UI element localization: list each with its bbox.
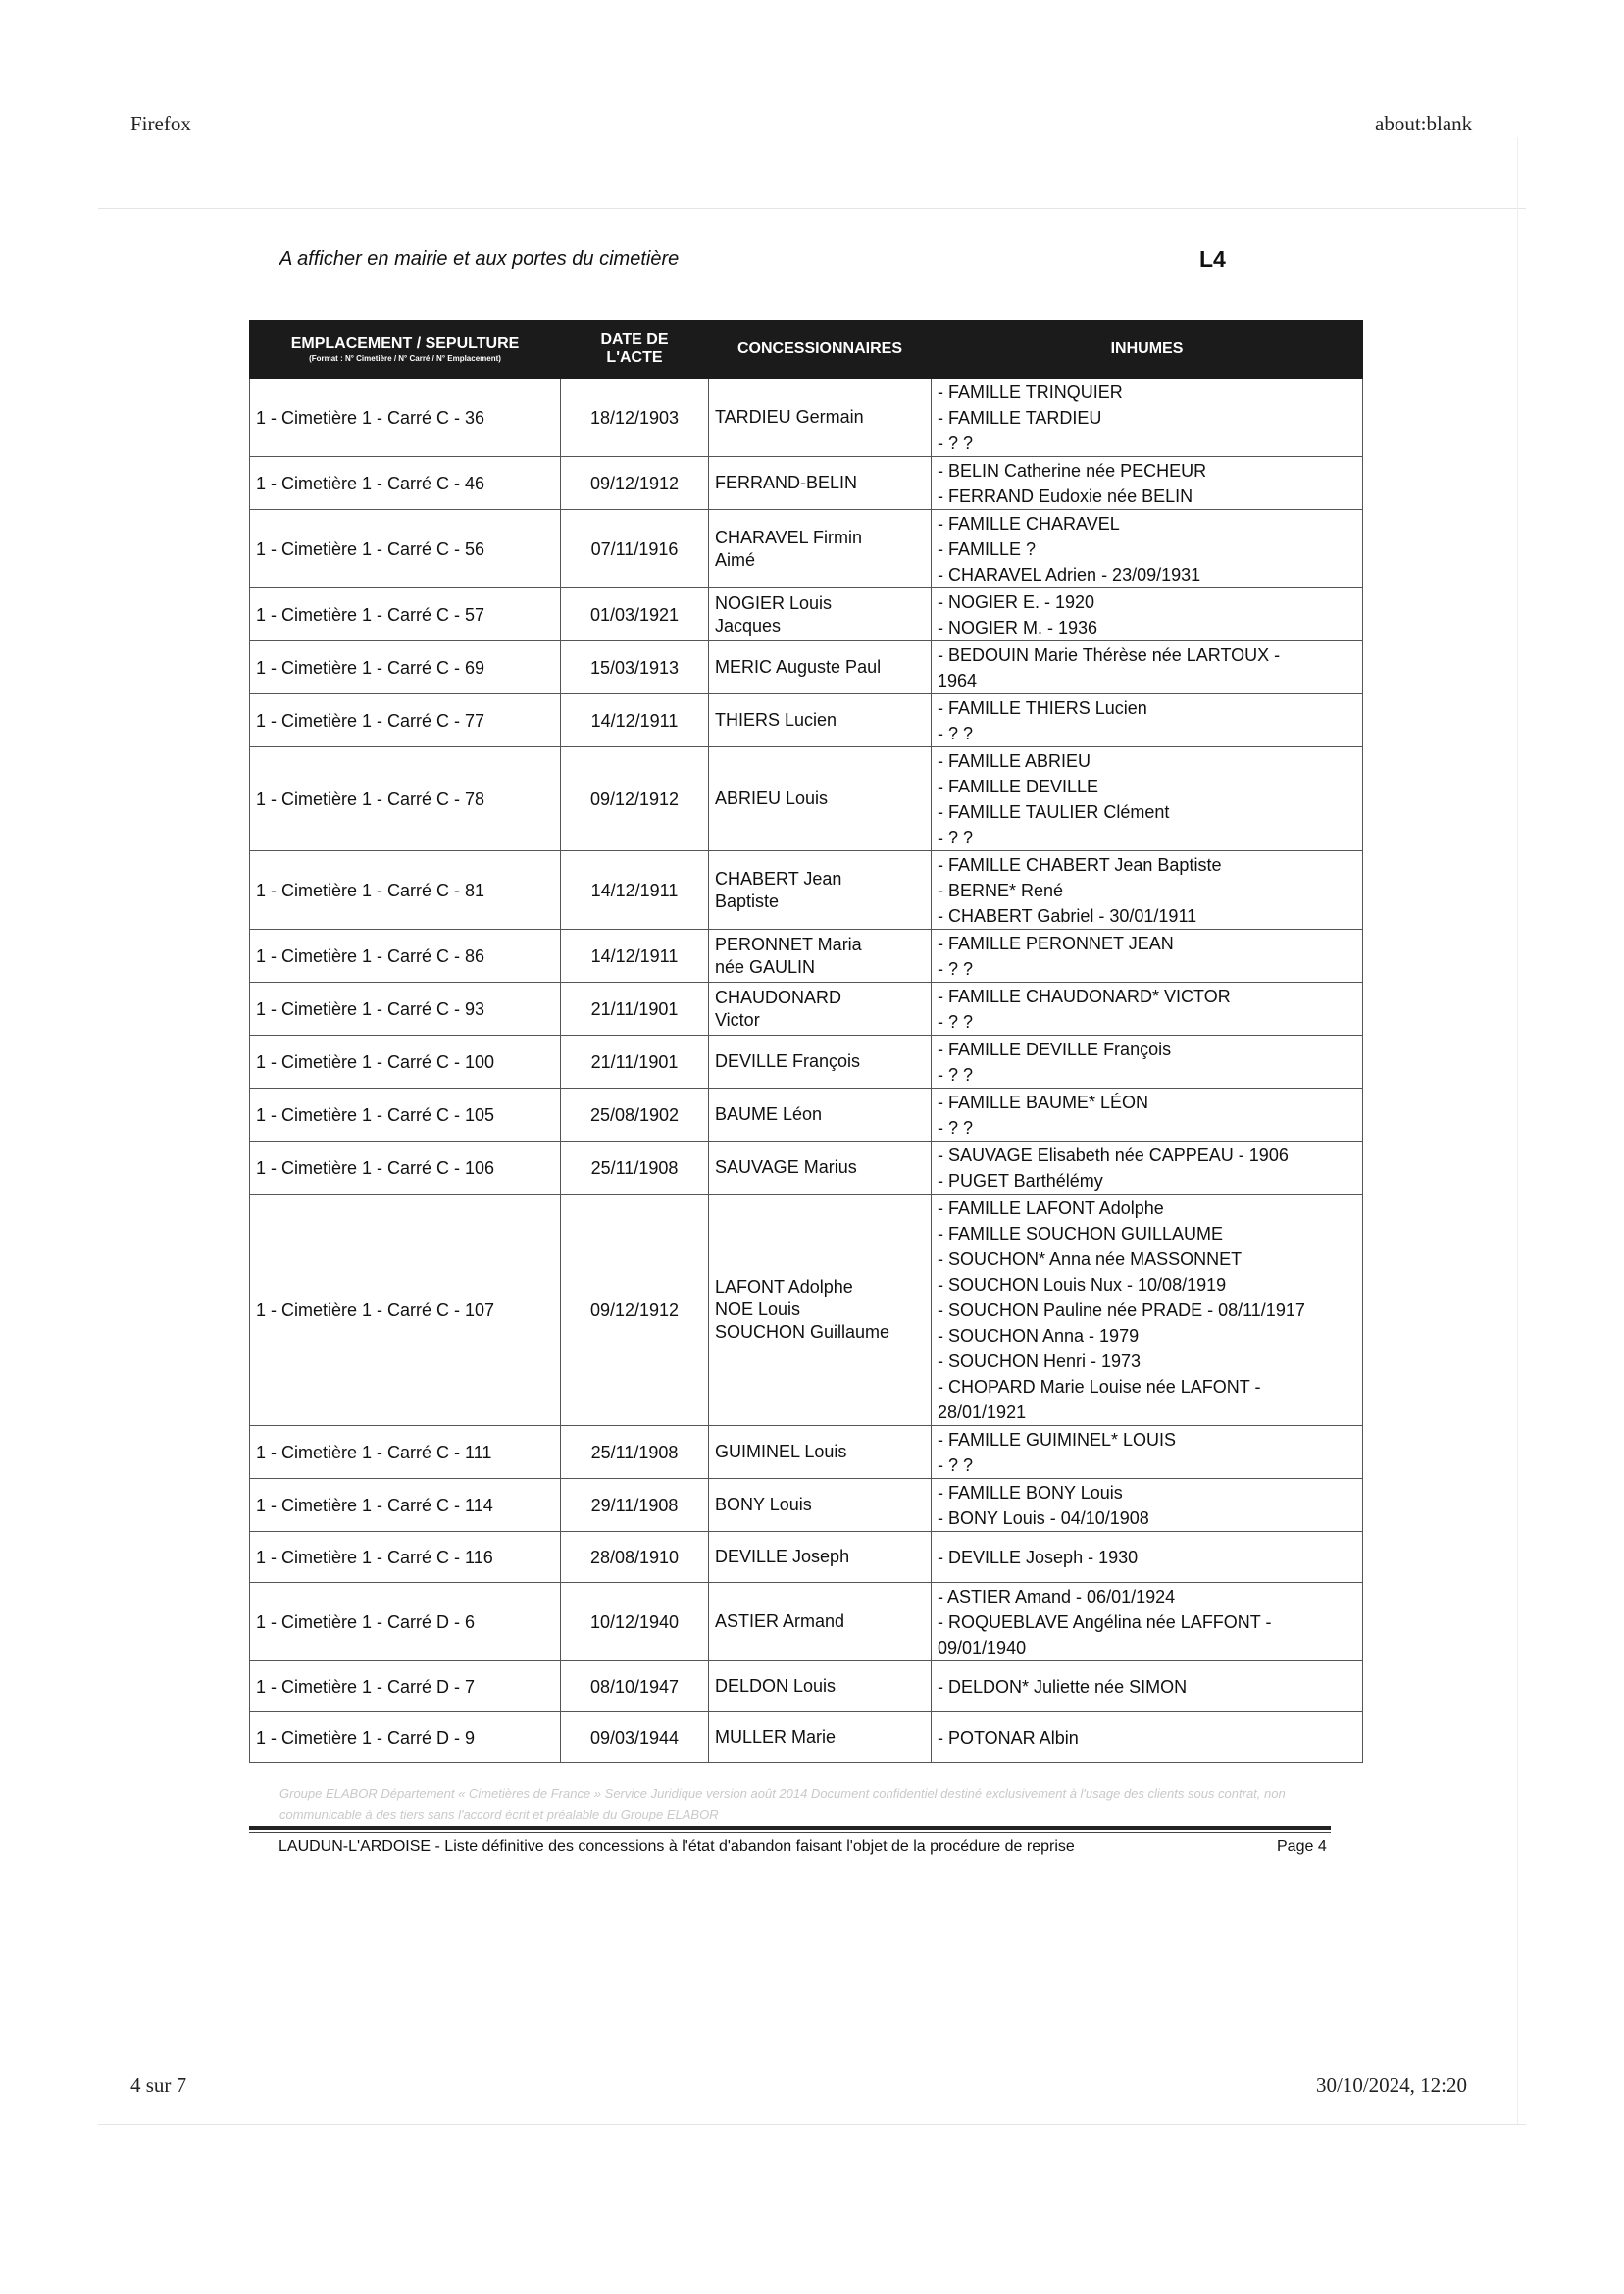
cell-concessionnaires — [709, 379, 932, 457]
inhume-line: - ? ? — [938, 958, 974, 979]
table-row — [250, 641, 1363, 694]
footer-rule — [249, 1826, 1331, 1830]
inhume-line: - ? ? — [938, 1011, 974, 1032]
cell-emplacement: 1 - Cimetière 1 - Carré C - 107 — [250, 1195, 561, 1426]
concessionnaire-line: CHABERT Jean — [715, 868, 842, 889]
cell-inhumes — [932, 641, 1363, 694]
footer-rule-thin — [249, 1832, 1331, 1833]
table-row — [250, 1479, 1363, 1532]
concessionnaire-line: BONY Louis — [715, 1495, 812, 1514]
cell-inhumes — [932, 1532, 1363, 1583]
cell-date: 25/11/1908 — [561, 1426, 709, 1479]
cell-date: 07/11/1916 — [561, 510, 709, 588]
cell-inhumes — [932, 694, 1363, 747]
table-row — [250, 930, 1363, 983]
header-emplacement-format: (Format : N° Cimetière / N° Carré / N° Emplacement) — [309, 353, 501, 363]
inhume-line: 09/01/1940 — [938, 1637, 1027, 1657]
concessionnaire-line: Victor — [715, 1009, 760, 1030]
inhume-line: - SOUCHON Pauline née PRADE - 08/11/1917 — [938, 1300, 1305, 1320]
cell-inhumes — [932, 379, 1363, 457]
cell-date: 08/10/1947 — [561, 1661, 709, 1712]
cell-date: 09/12/1912 — [561, 1195, 709, 1426]
inhume-line: - ? ? — [938, 1117, 974, 1138]
inhume-line: - SOUCHON* Anna née MASSONNET — [938, 1249, 1243, 1269]
concessionnaire-line: DELDON Louis — [715, 1676, 837, 1696]
cell-inhumes — [932, 1089, 1363, 1142]
cell-date: 29/11/1908 — [561, 1479, 709, 1532]
table-row — [250, 1142, 1363, 1195]
cell-emplacement: 1 - Cimetière 1 - Carré C - 56 — [250, 510, 561, 588]
table-row — [250, 747, 1363, 851]
concessionnaire-line: GUIMINEL Louis — [715, 1442, 847, 1461]
inhume-line: - FAMILLE THIERS Lucien — [938, 697, 1147, 718]
concessionnaire-line: BAUME Léon — [715, 1104, 823, 1124]
cell-inhumes — [932, 747, 1363, 851]
cell-inhumes — [932, 1195, 1363, 1426]
cell-inhumes — [932, 510, 1363, 588]
cell-inhumes — [932, 1479, 1363, 1532]
cell-emplacement: 1 - Cimetière 1 - Carré C - 46 — [250, 457, 561, 510]
page-top-rule — [98, 208, 1526, 209]
cell-emplacement: 1 - Cimetière 1 - Carré C - 77 — [250, 694, 561, 747]
cell-concessionnaires — [709, 1142, 932, 1195]
page-bottom-rule — [98, 2124, 1526, 2125]
inhume-line: - FAMILLE SOUCHON GUILLAUME — [938, 1223, 1224, 1244]
cell-emplacement: 1 - Cimetière 1 - Carré C - 81 — [250, 851, 561, 930]
table-row — [250, 983, 1363, 1036]
inhume-line: - NOGIER E. - 1920 — [938, 591, 1095, 612]
inhume-line: - ASTIER Amand - 06/01/1924 — [938, 1586, 1176, 1606]
inhume-line: - SOUCHON Louis Nux - 10/08/1919 — [938, 1274, 1227, 1295]
inhume-line: - ? ? — [938, 1064, 974, 1085]
cell-concessionnaires — [709, 930, 932, 983]
cell-emplacement: 1 - Cimetière 1 - Carré C - 36 — [250, 379, 561, 457]
header-emplacement — [250, 321, 561, 379]
cell-date: 10/12/1940 — [561, 1583, 709, 1661]
cell-date: 14/12/1911 — [561, 851, 709, 930]
cell-date: 09/12/1912 — [561, 457, 709, 510]
table-row — [250, 1089, 1363, 1142]
header-date-label: DATE DE L'ACTE — [600, 331, 669, 366]
inhume-line: - SOUCHON Henri - 1973 — [938, 1351, 1142, 1371]
inhume-line: - ? ? — [938, 827, 974, 847]
document-subtitle: A afficher en mairie et aux portes du cimetière — [279, 248, 680, 270]
cell-emplacement: 1 - Cimetière 1 - Carré C - 114 — [250, 1479, 561, 1532]
cell-concessionnaires — [709, 1195, 932, 1426]
concessionnaire-line: DEVILLE Joseph — [715, 1547, 850, 1566]
inhume-line: - DELDON* Juliette née SIMON — [938, 1676, 1188, 1697]
cell-concessionnaires — [709, 457, 932, 510]
concessionnaire-line: CHARAVEL Firmin — [715, 527, 863, 547]
cell-date: 15/03/1913 — [561, 641, 709, 694]
cell-concessionnaires — [709, 747, 932, 851]
concessionnaire-line: MULLER Marie — [715, 1727, 837, 1747]
header-emplacement-label: EMPLACEMENT / SEPULTURE — [290, 334, 520, 352]
concessionnaire-line: née GAULIN — [715, 956, 816, 977]
cell-emplacement: 1 - Cimetière 1 - Carré C - 100 — [250, 1036, 561, 1089]
inhume-line: - DEVILLE Joseph - 1930 — [938, 1547, 1139, 1567]
cell-inhumes — [932, 983, 1363, 1036]
document-code: L4 — [1199, 246, 1226, 272]
cell-concessionnaires — [709, 1583, 932, 1661]
cell-date: 21/11/1901 — [561, 983, 709, 1036]
cell-inhumes — [932, 1426, 1363, 1479]
inhume-line: - ? ? — [938, 433, 974, 453]
inhume-line: 28/01/1921 — [938, 1402, 1027, 1422]
inhume-line: - FAMILLE LAFONT Adolphe — [938, 1198, 1164, 1218]
browser-app-name: Firefox — [130, 112, 191, 135]
cell-concessionnaires — [709, 1036, 932, 1089]
concessionnaire-line: ASTIER Armand — [715, 1611, 845, 1631]
cell-emplacement: 1 - Cimetière 1 - Carré D - 6 — [250, 1583, 561, 1661]
footer-page-number: Page 4 — [1277, 1838, 1327, 1855]
cell-emplacement: 1 - Cimetière 1 - Carré C - 69 — [250, 641, 561, 694]
cell-emplacement: 1 - Cimetière 1 - Carré C - 111 — [250, 1426, 561, 1479]
table-row — [250, 457, 1363, 510]
cell-inhumes — [932, 1583, 1363, 1661]
inhume-line: - FAMILLE CHABERT Jean Baptiste — [938, 854, 1222, 875]
inhume-line: - FAMILLE GUIMINEL* LOUIS — [938, 1429, 1177, 1450]
cell-concessionnaires — [709, 510, 932, 588]
inhume-line: - BERNE* René — [938, 880, 1064, 900]
inhume-line: - FAMILLE BONY Louis — [938, 1482, 1123, 1503]
inhume-line: - FAMILLE BAUME* LÉON — [938, 1092, 1149, 1112]
inhume-line: - FAMILLE TRINQUIER — [938, 382, 1123, 402]
inhume-line: - FAMILLE DEVILLE François — [938, 1039, 1172, 1059]
table-header-row — [250, 321, 1363, 379]
inhume-line: - FAMILLE CHARAVEL — [938, 513, 1120, 534]
cell-concessionnaires — [709, 1661, 932, 1712]
inhume-line: - FAMILLE TARDIEU — [938, 407, 1102, 428]
cell-concessionnaires — [709, 1479, 932, 1532]
cell-concessionnaires — [709, 983, 932, 1036]
inhume-line: - FAMILLE DEVILLE — [938, 776, 1099, 796]
cell-concessionnaires — [709, 1089, 932, 1142]
inhume-line: 1964 — [938, 670, 978, 690]
cell-emplacement: 1 - Cimetière 1 - Carré C - 105 — [250, 1089, 561, 1142]
inhume-line: - FERRAND Eudoxie née BELIN — [938, 485, 1193, 506]
inhume-line: - BONY Louis - 04/10/1908 — [938, 1507, 1149, 1528]
concessionnaire-line: NOGIER Louis — [715, 592, 833, 613]
inhume-line: - ? ? — [938, 723, 974, 743]
concessions-table — [249, 320, 1363, 1763]
cell-date: 14/12/1911 — [561, 930, 709, 983]
inhume-line: - FAMILLE PERONNET JEAN — [938, 933, 1174, 953]
cell-inhumes — [932, 930, 1363, 983]
cell-emplacement: 1 - Cimetière 1 - Carré C - 93 — [250, 983, 561, 1036]
inhume-line: - FAMILLE TAULIER Clément — [938, 801, 1170, 822]
cell-date: 09/12/1912 — [561, 747, 709, 851]
inhume-line: - BELIN Catherine née PECHEUR — [938, 460, 1207, 481]
header-concessionnaires: CONCESSIONNAIRES — [709, 321, 932, 379]
table-row — [250, 1532, 1363, 1583]
table-row — [250, 1426, 1363, 1479]
cell-concessionnaires — [709, 851, 932, 930]
cell-date: 14/12/1911 — [561, 694, 709, 747]
cell-date: 01/03/1921 — [561, 588, 709, 641]
cell-emplacement: 1 - Cimetière 1 - Carré C - 116 — [250, 1532, 561, 1583]
cell-date: 09/03/1944 — [561, 1712, 709, 1763]
browser-url: about:blank — [1375, 112, 1473, 135]
concessions-table-wrapper — [249, 320, 1362, 1763]
concessionnaire-line: TARDIEU Germain — [715, 407, 864, 427]
cell-emplacement: 1 - Cimetière 1 - Carré D - 9 — [250, 1712, 561, 1763]
inhume-line: - POTONAR Albin — [938, 1727, 1079, 1748]
concessionnaire-line: CHAUDONARD — [715, 987, 842, 1007]
table-row — [250, 1036, 1363, 1089]
concessionnaire-line: DEVILLE François — [715, 1051, 861, 1071]
concessionnaire-line: FERRAND-BELIN — [715, 473, 858, 492]
concessionnaire-line: SOUCHON Guillaume — [715, 1322, 890, 1342]
browser-page-counter: 4 sur 7 — [130, 2073, 187, 2097]
cell-inhumes — [932, 851, 1363, 930]
cell-concessionnaires — [709, 1426, 932, 1479]
inhume-line: - CHARAVEL Adrien - 23/09/1931 — [938, 564, 1201, 585]
concessionnaire-line: NOE Louis — [715, 1300, 801, 1319]
inhume-line: - FAMILLE ABRIEU — [938, 750, 1091, 771]
cell-inhumes — [932, 1712, 1363, 1763]
inhume-line: - PUGET Barthélémy — [938, 1170, 1103, 1191]
table-body — [250, 379, 1363, 1763]
table-row — [250, 694, 1363, 747]
inhume-line: - BEDOUIN Marie Thérèse née LARTOUX - — [938, 644, 1281, 665]
cell-inhumes — [932, 457, 1363, 510]
concessionnaire-line: SAUVAGE Marius — [715, 1157, 857, 1177]
table-row — [250, 851, 1363, 930]
inhume-line: - ROQUEBLAVE Angélina née LAFFONT - — [938, 1611, 1272, 1632]
cell-emplacement: 1 - Cimetière 1 - Carré D - 7 — [250, 1661, 561, 1712]
concessionnaire-line: Jacques — [715, 615, 782, 636]
concessionnaire-line: PERONNET Maria — [715, 934, 862, 954]
inhume-line: - SAUVAGE Elisabeth née CAPPEAU - 1906 — [938, 1145, 1289, 1165]
cell-inhumes — [932, 1142, 1363, 1195]
cell-emplacement: 1 - Cimetière 1 - Carré C - 78 — [250, 747, 561, 851]
footer-title: LAUDUN-L'ARDOISE - Liste définitive des concessions à l'état d'abandon faisant l'objet de la procédure de reprise — [279, 1838, 1075, 1855]
cell-concessionnaires — [709, 694, 932, 747]
cell-inhumes — [932, 1036, 1363, 1089]
header-date — [561, 321, 709, 379]
concessionnaire-line: Baptiste — [715, 891, 780, 911]
concessionnaire-line: LAFONT Adolphe — [715, 1277, 853, 1297]
inhume-line: - ? ? — [938, 1454, 974, 1475]
cell-date: 18/12/1903 — [561, 379, 709, 457]
cell-inhumes — [932, 588, 1363, 641]
cell-emplacement: 1 - Cimetière 1 - Carré C - 57 — [250, 588, 561, 641]
page-side-rule — [1517, 137, 1518, 2124]
concessionnaire-line: Aimé — [715, 549, 756, 570]
table-row — [250, 1661, 1363, 1712]
inhume-line: - FAMILLE CHAUDONARD* VICTOR — [938, 986, 1231, 1006]
cell-concessionnaires — [709, 1532, 932, 1583]
cell-concessionnaires — [709, 1712, 932, 1763]
table-row — [250, 1195, 1363, 1426]
inhume-line: - SOUCHON Anna - 1979 — [938, 1325, 1140, 1346]
table-row — [250, 1712, 1363, 1763]
concessionnaire-line: MERIC Auguste Paul — [715, 657, 882, 677]
header-inhumes: INHUMES — [932, 321, 1363, 379]
cell-date: 21/11/1901 — [561, 1036, 709, 1089]
inhume-line: - FAMILLE ? — [938, 538, 1037, 559]
cell-concessionnaires — [709, 588, 932, 641]
footer-watermark: Groupe ELABOR Département « Cimetières de France » Service Juridique version août 2014 Document confidentiel destiné exclusivement à l'usage des clients sous contrat, non communicable à des tiers sans l'accord écrit et préalable du Groupe ELABOR — [279, 1786, 1286, 1822]
cell-emplacement: 1 - Cimetière 1 - Carré C - 106 — [250, 1142, 561, 1195]
cell-date: 25/08/1902 — [561, 1089, 709, 1142]
cell-concessionnaires — [709, 641, 932, 694]
cell-emplacement: 1 - Cimetière 1 - Carré C - 86 — [250, 930, 561, 983]
cell-date: 25/11/1908 — [561, 1142, 709, 1195]
inhume-line: - NOGIER M. - 1936 — [938, 617, 1098, 637]
inhume-line: - CHOPARD Marie Louise née LAFONT - — [938, 1376, 1261, 1397]
browser-print-timestamp: 30/10/2024, 12:20 — [1316, 2073, 1468, 2097]
table-row — [250, 379, 1363, 457]
table-row — [250, 510, 1363, 588]
table-row — [250, 1583, 1363, 1661]
table-row — [250, 588, 1363, 641]
inhume-line: - CHABERT Gabriel - 30/01/1911 — [938, 905, 1197, 926]
cell-inhumes — [932, 1661, 1363, 1712]
concessionnaire-line: THIERS Lucien — [715, 710, 837, 730]
cell-date: 28/08/1910 — [561, 1532, 709, 1583]
concessionnaire-line: ABRIEU Louis — [715, 789, 829, 808]
